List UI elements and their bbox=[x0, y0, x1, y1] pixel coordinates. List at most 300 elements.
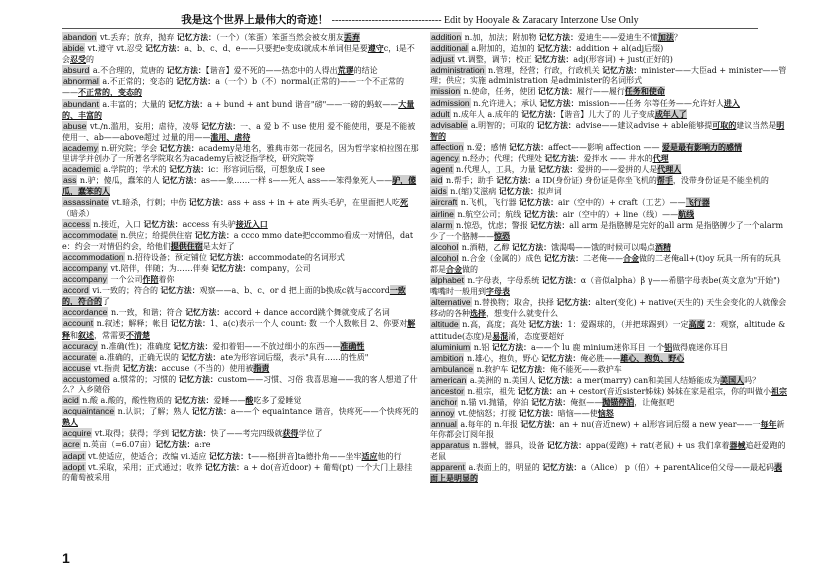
underlined-keyword: 不清楚 bbox=[126, 329, 150, 340]
headword: aids bbox=[431, 186, 447, 197]
headword: anchor bbox=[431, 397, 458, 408]
dictionary-entry bbox=[62, 252, 419, 263]
definition-text: vt.使适应，使适合；改编 vi.适应 bbox=[85, 451, 210, 461]
underlined-keyword: 进入 bbox=[723, 97, 740, 108]
underlined-keyword: 代理 bbox=[652, 153, 669, 164]
definition-text: ，常需要 bbox=[94, 330, 126, 340]
definition-text: mission——任务 尔等任务——允许好人 bbox=[578, 98, 724, 108]
dictionary-entry bbox=[62, 363, 419, 374]
highlighted-meaning: 提供住宿 bbox=[170, 240, 203, 251]
highlighted-meaning: 驴，傻瓜，蠢笨的人 bbox=[62, 175, 417, 197]
definition-text: vt.陪伴，伴随；为……伴奏 bbox=[107, 263, 212, 273]
definition-text: vt.暗杀，行刺；中伤 bbox=[109, 198, 189, 208]
memory-method-label: 记忆方法： bbox=[531, 398, 571, 408]
memory-method-label: 记忆方法： bbox=[168, 99, 208, 109]
dictionary-entry bbox=[430, 386, 787, 397]
definition-text: 【谐音】爱不死的——热恋中的人得出 bbox=[205, 66, 338, 76]
memory-method-label: 记忆方法： bbox=[155, 440, 195, 450]
headword: accuse bbox=[63, 362, 91, 373]
definition-text: 他的行 bbox=[377, 451, 402, 461]
definition-text: vt./n.滥用，妄用；虐待，凌辱 bbox=[87, 121, 202, 131]
definition-text: 饿渴喝——饿的时候可以喝点 bbox=[551, 242, 655, 252]
definition-text: n.准确(性)；准确度 bbox=[98, 341, 174, 351]
definition-text: a（一个）b（不）normal(正常的)——一个不正常的—— bbox=[62, 77, 405, 98]
definition-text: ass + ass + in + ate 两头毛驴，在里面把人吃 bbox=[227, 198, 401, 208]
underlined-keyword: 酒精 bbox=[655, 241, 671, 252]
dictionary-entry bbox=[430, 142, 787, 153]
dictionary-entry bbox=[62, 43, 419, 65]
definition-text: vt.丢弃；放弃，抛弃 bbox=[97, 33, 177, 42]
headword: absurd bbox=[63, 65, 90, 76]
definition-text: n.帮手；助手 bbox=[443, 176, 497, 186]
definition-text: air（空中的）+ line（线）—— bbox=[562, 209, 679, 219]
dictionary-entry bbox=[62, 219, 419, 230]
underlined-keyword: 接近入口 bbox=[235, 218, 268, 229]
definition-text: 的结论 bbox=[353, 66, 378, 76]
definition-text: a——个 equaintance 谐音，快疼死——个快疼死的 bbox=[230, 407, 419, 417]
memory-method-label: 记忆方法： bbox=[211, 263, 251, 273]
underlined-keyword: 合金 bbox=[446, 263, 462, 274]
definition-text: n.爱；感情 bbox=[464, 142, 510, 152]
headword: accurate bbox=[63, 351, 96, 362]
definition-text: vt.采取，采用；正式通过；收养 bbox=[85, 462, 205, 472]
dictionary-entry bbox=[62, 197, 419, 218]
memory-method-label: 记忆方法： bbox=[538, 165, 578, 175]
underlined-keyword: 可取的 bbox=[712, 119, 737, 130]
definition-text: （一个）（笨蛋）笨蛋当然会被女朋友 bbox=[215, 33, 344, 42]
definition-text: custom——习惯、习俗 我喜思遍——我的客人想道了什么？入乡随俗 bbox=[62, 374, 418, 394]
definition-text: n.惊恐，忧虑；警报 bbox=[453, 220, 531, 230]
definition-text: n.合金（金属的）成色 bbox=[459, 253, 545, 263]
headword: annoy bbox=[431, 408, 455, 419]
headword: apparatus bbox=[431, 440, 470, 451]
memory-method-label: 记忆方法： bbox=[174, 396, 214, 406]
definition-text: a、b、c、d、e——只要把e变成i就成本单词但是要 bbox=[184, 44, 368, 54]
definition-text: a:re bbox=[194, 440, 211, 450]
dictionary-entry bbox=[62, 428, 419, 439]
memory-method-label: 记忆方法： bbox=[538, 33, 578, 42]
highlighted-meaning: 表面上是明显的 bbox=[430, 461, 783, 483]
memory-method-label: 记忆方法： bbox=[176, 33, 216, 42]
definition-text: 着你 bbox=[158, 275, 175, 285]
dictionary-entry bbox=[62, 32, 419, 43]
definition-text: 拟声词 bbox=[537, 187, 562, 197]
definition-text: n.加，加法；附加物 bbox=[462, 33, 539, 42]
highlighted-meaning: 一致的，符合的 bbox=[62, 285, 406, 307]
definition-text: adj(形容词) + just(正好的) bbox=[573, 55, 673, 65]
dictionary-entry bbox=[430, 164, 787, 175]
definition-text: a.明智的；可取的 bbox=[468, 120, 537, 130]
memory-method-label: 记忆方法： bbox=[496, 176, 536, 186]
headword: accompany bbox=[63, 274, 107, 285]
dictionary-entry bbox=[430, 275, 787, 297]
dictionary-entry bbox=[62, 76, 419, 98]
headword: abandon bbox=[63, 32, 97, 42]
memory-method-label: 记忆方法： bbox=[528, 320, 568, 330]
definition-text: 爱拌水 —— 井水的 bbox=[583, 154, 653, 164]
highlighted-meaning: 航线 bbox=[678, 208, 695, 219]
definition-text: n.祖宗，祖先 bbox=[464, 387, 518, 396]
memory-method-label: 记忆方法： bbox=[517, 387, 557, 396]
underlined-keyword: 滥用、虐待 bbox=[210, 131, 251, 142]
definition-text: 和 bbox=[70, 330, 78, 340]
memory-method-label: 记忆方法： bbox=[191, 407, 231, 417]
memory-method-label: 记忆方法： bbox=[537, 44, 577, 54]
definition-text: vt.指责 bbox=[91, 363, 123, 373]
headword: adopt bbox=[63, 461, 85, 472]
headword: access bbox=[63, 218, 90, 229]
dictionary-entry bbox=[430, 353, 787, 364]
definition-text: an + nu(音近new) + al形容词后缀 a new year——一 bbox=[559, 420, 761, 430]
dictionary-entry bbox=[62, 439, 419, 450]
underlined-keyword: 字母表 bbox=[486, 286, 510, 297]
definition-text: 履行——履行 bbox=[576, 87, 625, 97]
underlined-keyword: 酸 bbox=[245, 395, 254, 406]
definition-text: n.飞机，飞行器 bbox=[458, 198, 520, 208]
dictionary-entry bbox=[430, 209, 787, 220]
underlined-keyword: 易混 bbox=[492, 330, 509, 341]
definition-text: 1、a(c)表示一个人 count: 数 一个人数帐目 2、你要对 bbox=[209, 319, 408, 329]
underlined-keyword: 叙述 bbox=[78, 329, 94, 340]
definition-text: addition + al(adj后缀) bbox=[576, 44, 664, 54]
memory-method-label: 记忆方法： bbox=[544, 154, 584, 164]
memory-method-label: 记忆方法： bbox=[521, 109, 561, 119]
memory-method-label: 记忆方法： bbox=[171, 429, 211, 439]
headword: abuse bbox=[63, 120, 87, 131]
highlighted-meaning: 帮手 bbox=[656, 175, 673, 186]
memory-method-label: 记忆方法： bbox=[547, 441, 586, 451]
dictionary-entry bbox=[430, 43, 787, 54]
dictionary-entry bbox=[430, 98, 787, 109]
dictionary-entry bbox=[430, 297, 787, 319]
headword: mission bbox=[431, 86, 461, 97]
dictionary-entry bbox=[430, 54, 787, 65]
memory-method-label: 记忆方法： bbox=[536, 120, 576, 130]
definition-text: 爱拼的——爱拼的人是 bbox=[577, 165, 658, 175]
definition-text: a（Alice） p（伯）+ parentAlice伯父母——最起码 bbox=[581, 462, 775, 472]
headword: academic bbox=[63, 164, 100, 175]
headword: acquaintance bbox=[63, 406, 115, 417]
headword: adjust bbox=[431, 54, 454, 65]
dictionary-entry bbox=[430, 65, 787, 86]
definition-text: n.酒精，乙醇 bbox=[459, 242, 513, 252]
definition-text: 2：观察，altitude & attitude(态度)是 bbox=[430, 320, 786, 341]
definition-text: advise——建议advise + able能够提 bbox=[575, 120, 713, 130]
definition-text: n.使命，任务，使团 bbox=[461, 87, 538, 97]
header-rule bbox=[62, 28, 758, 29]
left-column bbox=[62, 32, 419, 538]
definition-text: n.研究院；学会 bbox=[98, 143, 160, 153]
definition-text: ，让俺抠吧 bbox=[634, 398, 675, 408]
underlined-keyword: 大量的、丰富的 bbox=[62, 98, 415, 120]
memory-method-label: 记忆方法： bbox=[541, 353, 581, 363]
definition-text: academy是地名，雅典市郊一花园名，因为哲学家柏拉图在那里讲学并创办了一所著名学院取名为academy后被泛指学校，研究院等 bbox=[62, 143, 419, 164]
definition-text: air（空中的）+ craft（工艺）—— bbox=[558, 198, 686, 208]
definition-text: 新年你都会订阅年报 bbox=[430, 420, 785, 440]
underlined-keyword: 祖宗 bbox=[770, 386, 787, 396]
headword: accord bbox=[63, 285, 89, 296]
headword: acid bbox=[63, 395, 79, 406]
definition-text: n.认识；了解；熟人 bbox=[115, 407, 192, 417]
definition-text: 的 bbox=[86, 55, 94, 65]
definition-text: （暗杀） bbox=[62, 208, 94, 218]
definition-text: n.管理，经营；行政，行政机关 bbox=[485, 66, 603, 76]
definition-text: 做的二老俺all+(t)oy 玩具一所有的玩具都是 bbox=[430, 253, 781, 274]
definition-text: n.英亩（=6.07亩） bbox=[80, 440, 156, 450]
definition-text: n.驴；傻瓜，蠢笨的人 bbox=[77, 176, 163, 186]
headword: accuracy bbox=[63, 340, 98, 351]
headword: accordance bbox=[63, 307, 108, 318]
highlighted-meaning: 丢弃 bbox=[343, 32, 360, 42]
definition-text: n.铝 bbox=[471, 342, 492, 352]
dictionary-entry bbox=[430, 186, 787, 197]
definition-text: as——象……一样 s——死人 ass——笨得象死人—— bbox=[201, 176, 393, 186]
highlighted-meaning: 任务和使命 bbox=[624, 86, 665, 97]
memory-method-label: 记忆方法： bbox=[145, 44, 185, 54]
definition-text: a——个 lu 鹿 minium迷你耳目 一个 bbox=[530, 342, 665, 352]
definition-text: 俺抠—— bbox=[570, 398, 603, 408]
memory-method-label: 记忆方法： bbox=[201, 121, 241, 131]
highlighted-meaning: 惊恐 bbox=[494, 230, 510, 241]
underlined-keyword: 解释 bbox=[62, 318, 416, 340]
dictionary-entry bbox=[430, 342, 787, 353]
dictionary-entry bbox=[62, 395, 419, 406]
memory-method-label: 记忆方法： bbox=[209, 252, 249, 262]
definition-text: 1：爱踢球的，（并把球踢到）一定 bbox=[567, 320, 689, 330]
headword: advisable bbox=[431, 119, 468, 130]
memory-method-label: 记忆方法： bbox=[178, 374, 218, 384]
definition-text: n.代理人，工具，力量 bbox=[453, 165, 539, 175]
dictionary-entry bbox=[430, 440, 787, 461]
memory-method-label: 记忆方法： bbox=[530, 220, 570, 230]
headword: altitude bbox=[431, 319, 459, 330]
definition-text: company，公司 bbox=[250, 263, 311, 273]
headword: aluminium bbox=[431, 341, 471, 352]
dictionary-entry bbox=[430, 120, 787, 142]
headword: airline bbox=[431, 208, 454, 219]
headword: account bbox=[63, 318, 94, 329]
underlined-keyword: 选择 bbox=[470, 308, 486, 319]
dictionary-entry bbox=[62, 341, 419, 352]
definition-text: n.招待设备；预定铺位 bbox=[124, 252, 210, 262]
definition-text: an + cestor(音近sister姊妹) 姊妹在家是祖宗，你的叫做小 bbox=[556, 387, 771, 396]
definition-text: accuse（不当的）使用被 bbox=[161, 363, 254, 373]
definition-text: 快了——考完四级就 bbox=[210, 429, 283, 439]
highlighted-meaning: 准确性 bbox=[340, 340, 365, 351]
memory-method-label: 记忆方法： bbox=[556, 298, 596, 308]
definition-text: n.雄心，抱负，野心 bbox=[464, 353, 542, 363]
underlined-keyword: 作陪 bbox=[142, 274, 159, 285]
definition-text: t——格[拼音]ta德扑角——坐牢 bbox=[248, 451, 362, 461]
definition-text: ，想变什么就变什么 bbox=[486, 309, 558, 319]
definition-text: accommodate的名词形式 bbox=[248, 252, 345, 262]
memory-method-label: 记忆方法： bbox=[169, 165, 209, 175]
highlighted-meaning: 爱是最有影响力的感情 bbox=[662, 141, 743, 152]
memory-method-label: 记忆方法： bbox=[509, 142, 549, 152]
definition-text: n.一致，和谐；符合 bbox=[108, 308, 186, 318]
dictionary-entry bbox=[430, 408, 787, 419]
memory-method-label: 记忆方法： bbox=[541, 276, 581, 286]
underlined-keyword: 铝 bbox=[664, 341, 673, 352]
dictionary-entry bbox=[430, 319, 787, 341]
definition-text: 建议当然是 bbox=[736, 120, 777, 130]
definition-text: 爱迪生——爱迪生不懂 bbox=[577, 33, 658, 42]
definition-text: n.救护车 bbox=[474, 364, 511, 374]
headword: alarm bbox=[431, 219, 453, 230]
dictionary-entry bbox=[430, 364, 787, 375]
definition-text: n.锚 vi.抛锚，停泊 bbox=[458, 398, 532, 408]
underlined-keyword: 合金 bbox=[623, 252, 639, 263]
definition-text: a.不正常的；变态的 bbox=[99, 77, 177, 87]
definition-text: a ccco mmo date把ccommo看成一对情侣，date：约会一对情侣约会，给他们 bbox=[62, 230, 414, 251]
memory-method-label: 记忆方法： bbox=[538, 375, 577, 385]
definition-text: a.不合理的，荒唐的 bbox=[90, 66, 167, 76]
underlined-keyword: 不正常的，变态的 bbox=[78, 87, 142, 98]
memory-method-label: 记忆方法： bbox=[544, 253, 583, 263]
definition-text: a.表面上的，明显的 bbox=[465, 462, 543, 472]
headword: aircraft bbox=[431, 197, 458, 208]
definition-text: n.接近，入口 bbox=[90, 219, 144, 229]
right-column bbox=[430, 32, 787, 538]
headword: ancestor bbox=[431, 386, 464, 396]
dictionary-entry bbox=[62, 406, 419, 428]
headword: accustomed bbox=[63, 373, 110, 384]
memory-method-label: 记忆方法： bbox=[519, 198, 559, 208]
dictionary-entry bbox=[62, 352, 419, 363]
dictionary-entry bbox=[430, 86, 787, 97]
definition-text: 吗？ bbox=[744, 375, 761, 385]
memory-method-label: 记忆方法： bbox=[176, 77, 216, 87]
definition-text: 暗恼——使 bbox=[557, 409, 598, 419]
dictionary-entry bbox=[62, 175, 419, 197]
headword: abide bbox=[63, 43, 85, 54]
definition-text: ic：形容词后缀，可想象成 I see bbox=[208, 165, 326, 175]
definition-text: appa(爱跑) + rat(老鼠) + us 我们拿着 bbox=[586, 441, 730, 451]
memory-method-label: 记忆方法： bbox=[537, 87, 577, 97]
headword: abundant bbox=[63, 98, 99, 109]
headword: alternative bbox=[431, 297, 471, 308]
definition-text: 观察——a、b、c、or d 把上面的b换成c就与accord bbox=[199, 286, 390, 296]
highlighted-meaning: 成年人了 bbox=[654, 108, 687, 119]
definition-text: 做的 bbox=[462, 264, 478, 274]
headword: ass bbox=[63, 175, 77, 186]
memory-method-label: 记忆方法： bbox=[491, 342, 531, 352]
underlined-keyword: 适应 bbox=[361, 450, 378, 461]
dictionary-entry bbox=[62, 65, 419, 76]
dictionary-entry bbox=[430, 220, 787, 242]
definition-text: ate为形容词后缀，表示"具有……的性质" bbox=[220, 352, 369, 362]
highlighted-meaning: 指责 bbox=[253, 362, 270, 373]
definition-text: vt.调整，调节；校正 bbox=[454, 55, 535, 65]
dictionary-entry bbox=[62, 374, 419, 395]
definition-text: vt.遵守 vt.忍受 bbox=[85, 44, 146, 54]
memory-method-label: 记忆方法： bbox=[534, 55, 574, 65]
underlined-keyword: 明智的 bbox=[430, 119, 785, 141]
headword: agent bbox=[431, 164, 453, 175]
dictionary-entry bbox=[62, 230, 419, 252]
memory-method-label: 记忆方法： bbox=[185, 308, 225, 318]
definition-text: a.美洲的 n.美国人 bbox=[467, 375, 538, 385]
dictionary-entry bbox=[430, 419, 787, 440]
highlighted-meaning: 高度 bbox=[688, 319, 705, 330]
dictionary-entry bbox=[430, 253, 787, 275]
memory-method-label: 记忆方法： bbox=[181, 352, 221, 362]
definition-text: 爱扣着钼——不放过细小的东西—— bbox=[212, 341, 341, 351]
memory-method-label: 记忆方法： bbox=[512, 242, 551, 252]
definition-text: n.航空公司；航线 bbox=[454, 209, 524, 219]
definition-text: n.(缩)艾滋病 bbox=[447, 187, 499, 197]
definition-text: ？ bbox=[673, 33, 682, 42]
definition-text: a.惯常的；习惯的 bbox=[110, 374, 179, 384]
dictionary-entry bbox=[62, 318, 419, 340]
underlined-keyword: 熟人 bbox=[62, 417, 78, 428]
underlined-keyword: 死 bbox=[400, 197, 409, 208]
headword: accompany bbox=[63, 262, 107, 273]
memory-method-label: 记忆方法： bbox=[498, 187, 538, 197]
headword: administration bbox=[431, 65, 485, 76]
underlined-keyword: 获得 bbox=[282, 428, 299, 439]
dictionary-entry bbox=[430, 242, 787, 253]
headword: abnormal bbox=[63, 76, 99, 87]
definition-text: a mer(marry) can和美国人结婚能成为 bbox=[576, 375, 721, 385]
highlighted-meaning: 抛锚停泊 bbox=[602, 397, 635, 408]
definition-text: 【谐音】儿大了的 儿子变成 bbox=[560, 109, 655, 119]
memory-method-label: 记忆方法： bbox=[166, 66, 206, 76]
dictionary-entry bbox=[62, 121, 419, 143]
headword: alcohol bbox=[431, 252, 459, 263]
headword: assassinate bbox=[63, 197, 109, 208]
dictionary-entry bbox=[430, 32, 787, 43]
memory-method-label: 记忆方法： bbox=[188, 198, 228, 208]
definition-text: n.经办；代理；代理处 bbox=[459, 154, 545, 164]
definition-text: n.器械，器具，设备 bbox=[470, 441, 548, 451]
page-number: 1 bbox=[62, 550, 70, 566]
headword: admission bbox=[431, 97, 470, 108]
definition-text: access 有头驴 bbox=[182, 219, 236, 229]
highlighted-meaning: 飞行器 bbox=[685, 197, 710, 208]
memory-method-label: 记忆方法： bbox=[194, 230, 234, 240]
definition-text: 了 bbox=[102, 297, 110, 307]
definition-text: a.附加的，追加的 bbox=[468, 44, 538, 54]
underlined-keyword: 恼怒 bbox=[597, 408, 614, 419]
headword: accommodate bbox=[63, 229, 117, 240]
memory-method-label: 记忆方法： bbox=[173, 341, 213, 351]
memory-method-label: 记忆方法： bbox=[510, 364, 550, 374]
definition-text: vi.一致的；符合的 bbox=[89, 286, 161, 296]
dictionary-entry bbox=[430, 397, 787, 408]
definition-text: n.成年人 a.成年的 bbox=[450, 109, 522, 119]
definition-text: 二老俺—— bbox=[583, 253, 623, 263]
headword: aid bbox=[431, 175, 443, 186]
definition-text: vt.使恼怒；打搅 bbox=[455, 409, 519, 419]
definition-text: 是太好了 bbox=[202, 241, 235, 251]
headword: acre bbox=[63, 439, 80, 450]
definition-text: accord + dance accord跳个舞就变成了名词 bbox=[224, 308, 390, 318]
dictionary-entry bbox=[62, 274, 419, 285]
dictionary-entry bbox=[430, 175, 787, 186]
definition-text: 追赶爱跑的老鼠 bbox=[430, 441, 786, 461]
dictionary-entry bbox=[430, 153, 787, 164]
memory-method-label: 记忆方法： bbox=[520, 420, 560, 430]
memory-method-label: 记忆方法： bbox=[170, 319, 210, 329]
definition-text: c，i是不会 bbox=[62, 44, 415, 65]
definition-text: n.替换物；取舍，抉择 bbox=[471, 298, 557, 308]
headword: additional bbox=[431, 43, 468, 54]
memory-method-label: 记忆方法： bbox=[539, 98, 579, 108]
memory-method-label: 记忆方法： bbox=[204, 462, 244, 472]
headword: adult bbox=[431, 108, 450, 119]
dictionary-entry bbox=[430, 462, 787, 484]
